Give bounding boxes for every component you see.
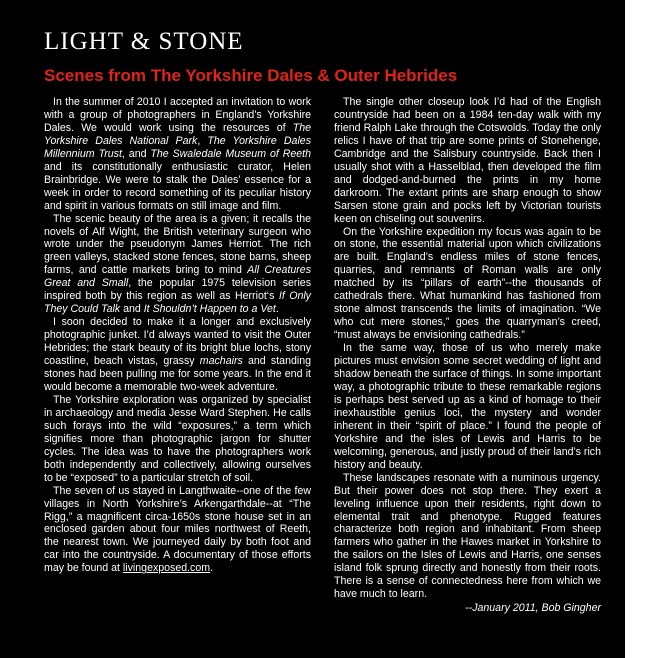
page-edge	[625, 0, 658, 658]
paragraph: The seven of us stayed in Langthwaite--one of the few villages in North Yorkshire’s Arkengarthdale--at “The Rigg,” a magnificent circa-1650s stone house set in an enclosed garden about four miles northwest of Reeth, the nearest town. We journeyed daily by both foot and car into the countryside. A documentary of those efforts may be found at livingexposed.com.	[44, 484, 311, 575]
paragraph: These landscapes resonate with a numinous urgency. But their power does not stop there. They exert a leveling influence upon their residents, right down to elemental trait and phenotype. Rugged features characterize both region and inhabitant. From sheep farmers who gather in the Hawes market in Yorkshire to the sailors on the Isles of Lewis and Harris, one senses island folk sprung directly and honestly from their roots. There is a sense of connectedness here from which we have much to learn.	[334, 471, 601, 601]
left-column	[44, 96, 311, 575]
paragraph: In the summer of 2010 I accepted an invitation to work with a group of photographers in England’s Yorkshire Dales. We would work using the resources of The Yorkshire Dales National Park, The Yorkshire Dales Millennium Trust, and The Swaledale Museum of Reeth and its constitutionally enthusiastic curator, Helen Brainbridge. We were to stalk the Dales’ essence for a week in order to record something of its peculiar history and spirit in various formats on still image and film.	[44, 96, 311, 212]
paragraph: In the same way, those of us who merely make pictures must envision some secret wedding of light and shadow beneath the surface of things. In some important way, a photographic tribute to these remarkable regions is perhaps best served up as a kind of homage to their inexhaustible genius loci, the mystery and wonder inherent in their “spirit of place.” I found the people of Yorkshire and the isles of Lewis and Harris to be welcoming, generous, and justly proud of their land’s rich history and beauty.	[334, 342, 601, 471]
paragraph: The scenic beauty of the area is a given; it recalls the novels of Alf Wight, the British veterinary surgeon who wrote under the pseudonym James Herriot. The rich green valleys, stacked stone fences, stone barns, sheep farms, and cattle markets bring to mind All Creatures Great and Small, the popular 1975 television series inspired both by this region as well as Herriot‘s If Only They Could Talk and It Shouldn’t Happen to a Vet.	[44, 212, 312, 316]
right-column	[334, 96, 601, 615]
paragraph: The Yorkshire exploration was organized by specialist in archaeology and media Jesse Ward Stephen. He calls such forays into the wild “exposures,” a term which signifies more than photographic jargon for shutter cycles. The idea was to have the photographers work both independently and collectively, allowing ourselves to be “exposed” to a particular stretch of soil.	[44, 393, 311, 484]
paragraph: On the Yorkshire expedition my focus was again to be on stone, the essential material upon which civilizations are built. England’s endless miles of stone fences, quarries, and remnants of Roman walls are only matched by its “pillars of earth”--the thousands of cathedrals there. What humankind has fashioned from stone almost transcends the limits of imagination. “We who cut mere stones,” goes the quarryman’s creed, “must always be envisioning cathedrals.”	[334, 225, 601, 342]
brand-title: LIGHT & STONE	[44, 28, 244, 55]
signature: --January 2011, Bob Gingher	[465, 602, 601, 615]
paragraph: I soon decided to make it a longer and exclusively photographic junket. I’d always wanted to visit the Outer Hebrides; the stark beauty of its bright blue lochs, stony coastline, beach vistas, grassy machairs and standing stones had been pulling me for some years. In the end it would become a memorable two-week adventure.	[44, 316, 311, 393]
website-link[interactable]: livingexposed.com	[122, 562, 211, 575]
article-headline: Scenes from The Yorkshire Dales & Outer Hebrides	[44, 66, 458, 85]
paragraph: The single other closeup look I’d had of the English countryside had been on a 1984 ten-day walk with my friend Ralph Lake through the Cotswolds. Today the only relics I have of that trip are some prints of Stonehenge, Cambridge and the Salisbury countryside. Back then I usually shot with a Hasselblad, then developed the film and dodged-and-burned the prints in my home darkroom. The extant prints are sharp enough to show Sarsen stone grain and pocks left by Victorian tourists keen on chiseling out souvenirs.	[334, 96, 601, 225]
